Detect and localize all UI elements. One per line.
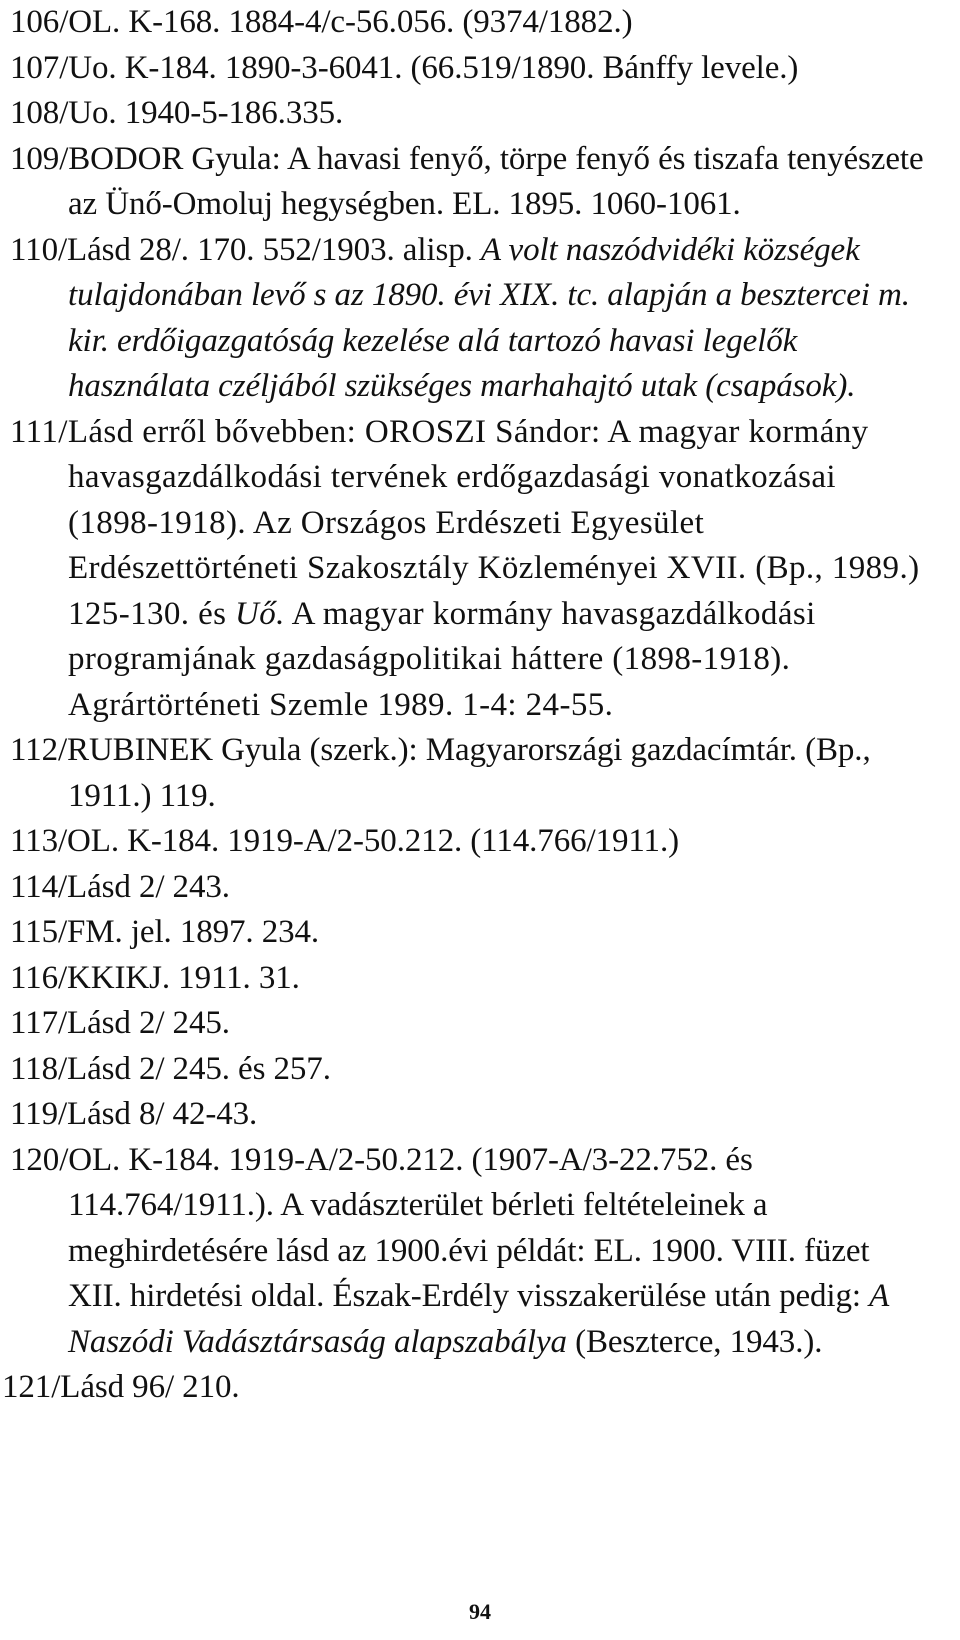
footnote-text: 108/Uo. 1940-5-186.335.	[10, 95, 344, 131]
footnote	[10, 1092, 925, 1138]
footnote-text: 112/RUBINEK Gyula (szerk.): Magyarországi gazdacímtár. (Bp., 1911.) 119.	[10, 732, 871, 814]
footnote	[10, 137, 925, 228]
footnote-text: 120/OL. K-184. 1919-A/2-50.212. (1907-A/3-22.752. és 114.764/1911.). A vadászterület bérleti feltételeinek a meghirdetésére lásd az 1900.évi példát: EL. 1900. VIII. füzet XII. hirdetési oldal. Észak-Erdély visszakerülése után pedig:	[10, 1141, 870, 1314]
footnote	[10, 956, 925, 1002]
footnote	[10, 1047, 925, 1093]
footnote	[10, 410, 925, 729]
footnote	[10, 1138, 925, 1366]
footnote-text: 107/Uo. K-184. 1890-3-6041. (66.519/1890. Bánffy levele.)	[10, 49, 799, 86]
footnote-italic-title: A Naszódi Vadásztársaság alapszabálya	[68, 1278, 889, 1360]
footnote	[10, 46, 925, 92]
footnote-text: 106/OL. K-168. 1884-4/c-56.056. (9374/1882.)	[10, 4, 633, 40]
footnote	[10, 819, 925, 865]
footnote-italic-title: A volt naszódvidéki községek tulajdonában levő s az 1890. évi XIX. tc. alapján a besztercei m. kir. erdőigazgatóság kezelése alá tartozó havasi legelők használata czéljából szükséges marhahajtó utak (csapások).	[68, 231, 910, 404]
footnote	[2, 1365, 925, 1411]
footnote-italic-title: Uő.	[235, 595, 285, 632]
footnote-text: 114/Lásd 2/ 243.	[10, 868, 230, 905]
footnote-text: 119/Lásd 8/ 42-43.	[10, 1096, 258, 1132]
footnote-text: 113/OL. K-184. 1919-A/2-50.212. (114.766/1911.)	[10, 823, 679, 859]
footnote	[10, 228, 925, 410]
footnote-text: 110/Lásd 28/. 170. 552/1903. alisp.	[10, 231, 481, 268]
footnote-text: 121/Lásd 96/ 210.	[2, 1369, 240, 1405]
footnote-text: 118/Lásd 2/ 245. és 257.	[10, 1050, 331, 1087]
footnote-text: 116/KKIKJ. 1911. 31.	[10, 959, 300, 996]
footnote-text: 109/BODOR Gyula: A havasi fenyő, törpe fenyő és tiszafa tenyészete az Ünő-Omoluj hegységben. EL. 1895. 1060-1061.	[10, 140, 924, 222]
footnote	[10, 1001, 925, 1047]
footnote	[10, 728, 925, 819]
footnote-text: 111/Lásd erről bővebben: OROSZI Sándor: A magyar kormány havasgazdálkodási tervének erdőgazdasági vonatkozásai (1898-1918). Az Országos Erdészeti Egyesület Erdészettörténeti Szakosztály Közleményei XVII. (Bp., 1989.) 125-130. és	[10, 413, 920, 632]
footnote	[10, 0, 925, 46]
footnote	[10, 865, 925, 911]
footnote	[10, 910, 925, 956]
footnote-list	[2, 0, 925, 1411]
footnote-text: 115/FM. jel. 1897. 234.	[10, 914, 320, 950]
page-number: 94	[469, 1599, 491, 1624]
footnote-text: (Beszterce, 1943.).	[566, 1323, 823, 1360]
footnote-text: 117/Lásd 2/ 245.	[10, 1005, 230, 1041]
footnote	[10, 91, 925, 137]
footnote-text: A magyar kormány havasgazdálkodási programjának gazdaságpolitikai háttere (1898-1918). Agrártörténeti Szemle 1989. 1-4: 24-55.	[68, 595, 816, 723]
